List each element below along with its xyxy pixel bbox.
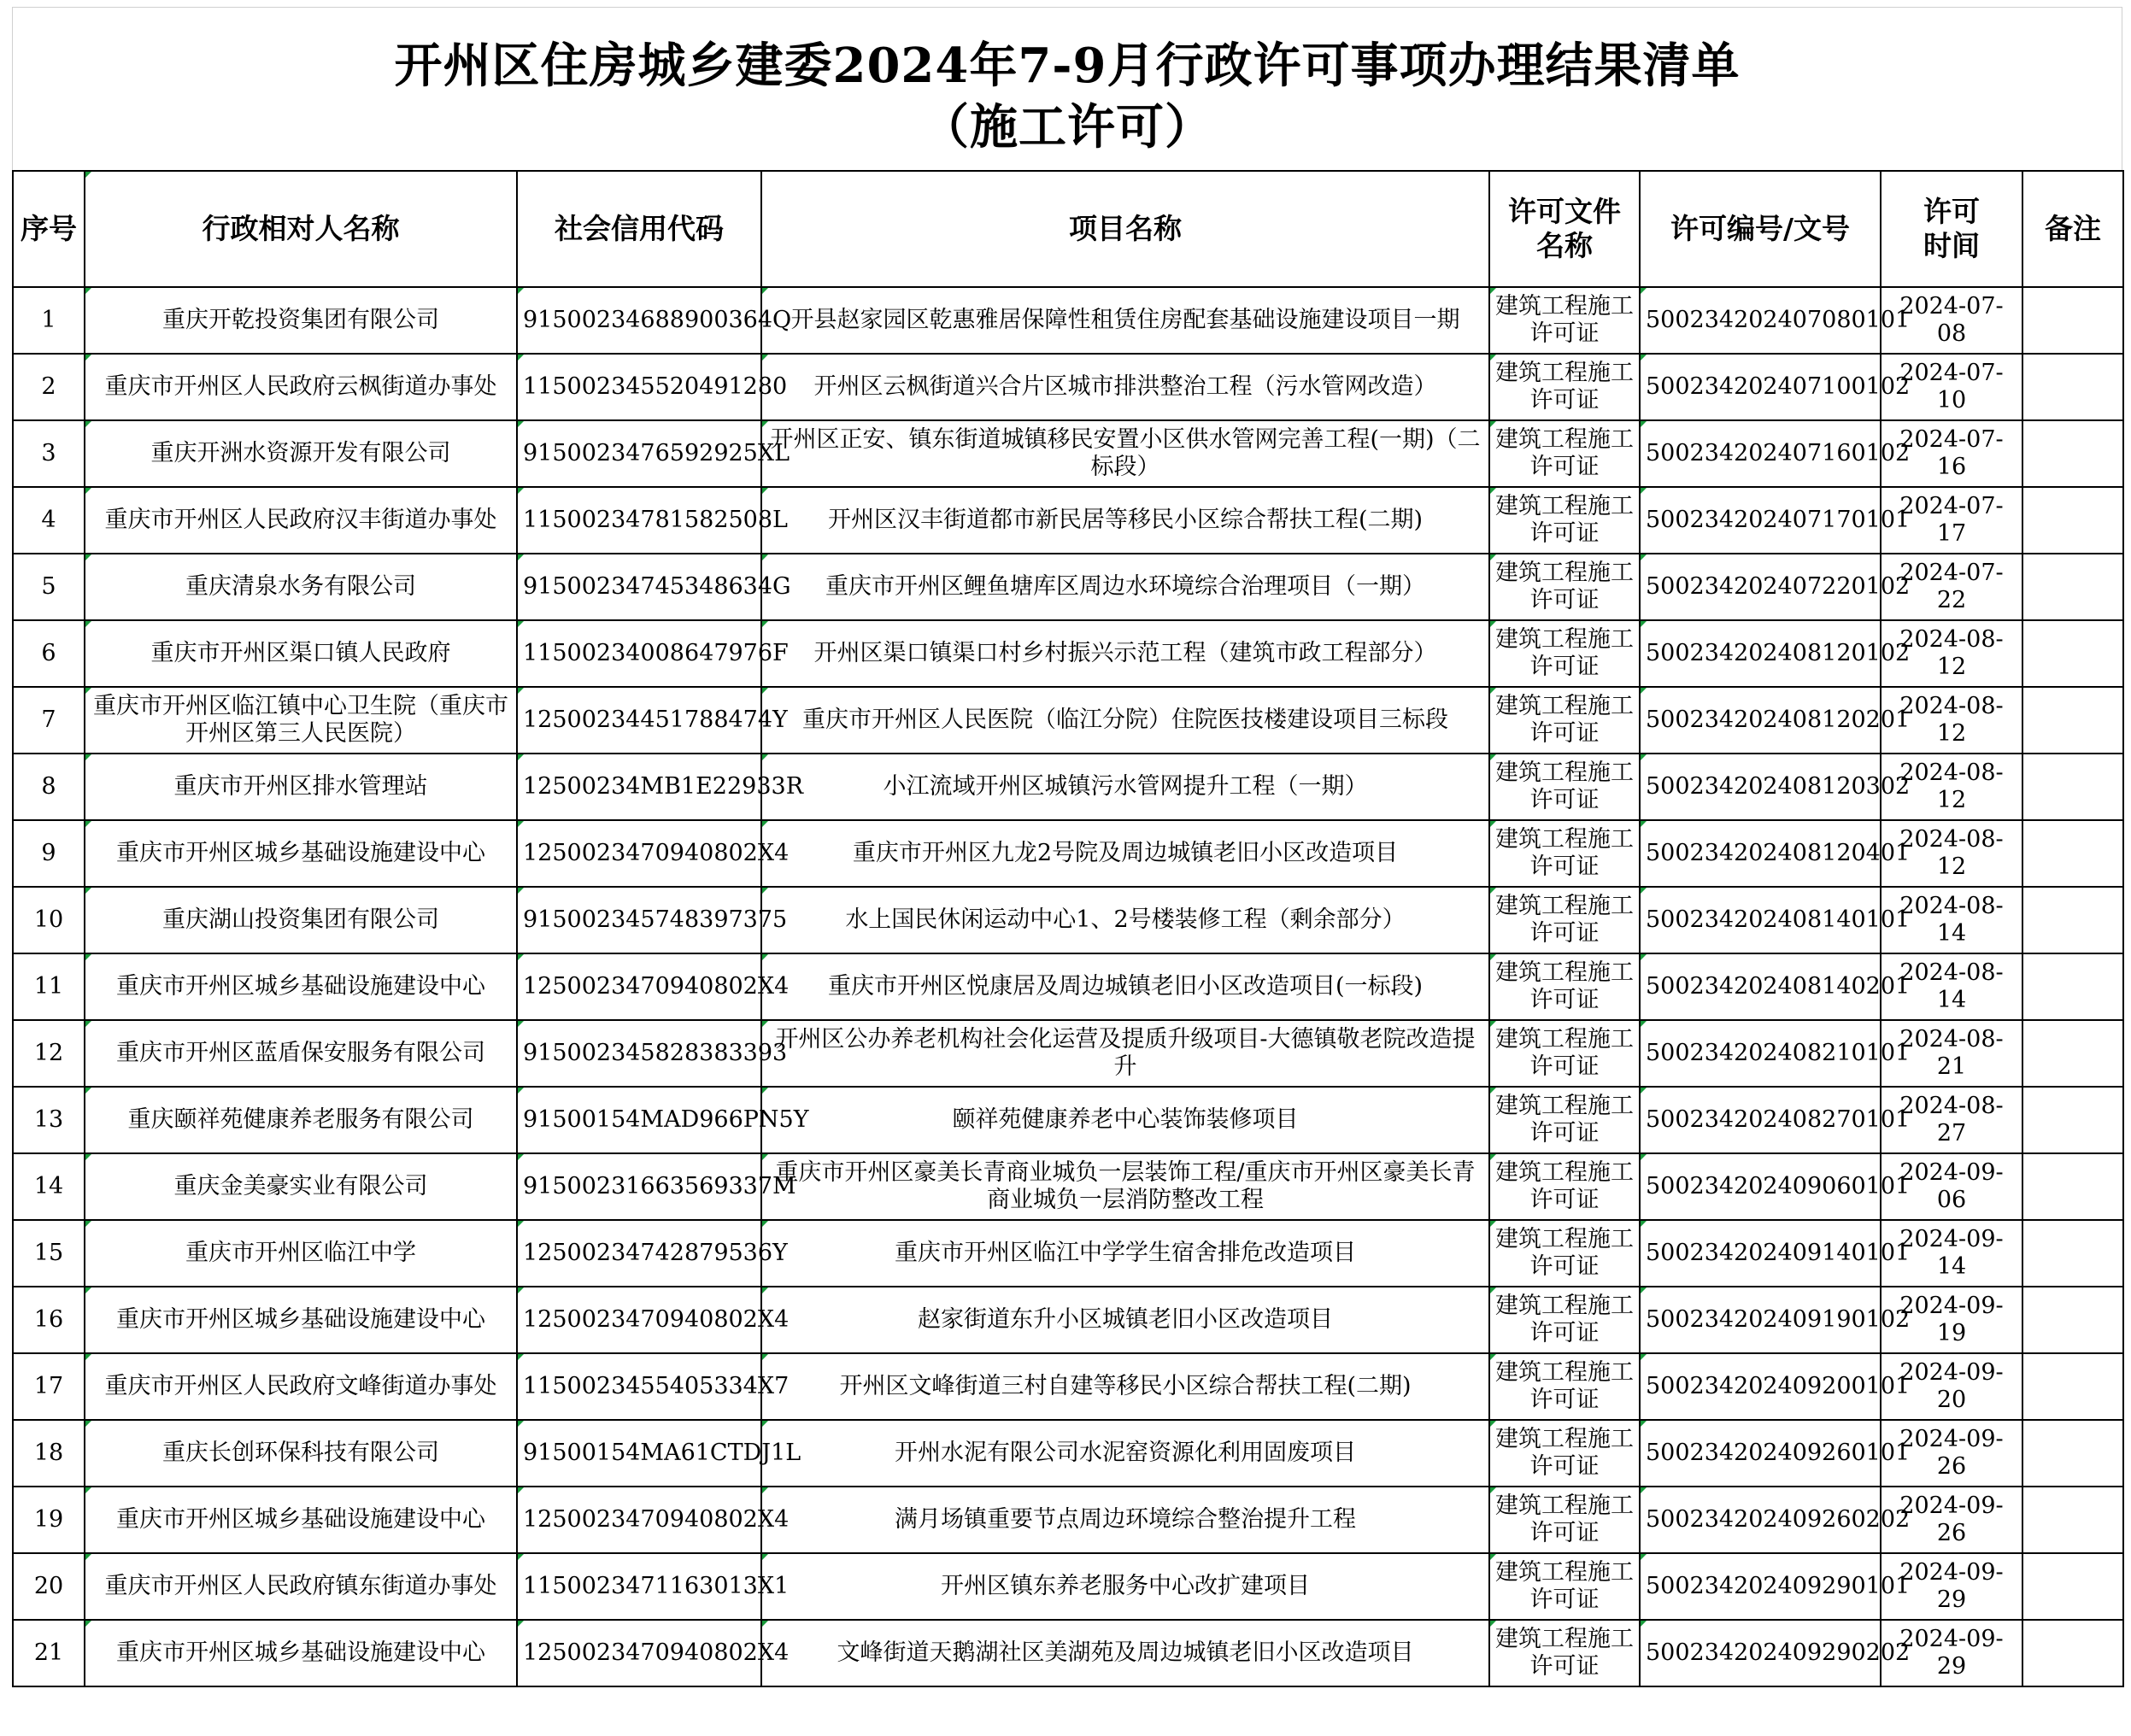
cell-name[interactable]: 重庆湖山投资集团有限公司 [85,887,517,953]
cell-seq[interactable]: 18 [13,1420,85,1487]
cell-doc-line2: 许可证 [1529,720,1600,747]
cell-code[interactable]: 91500234688900364Q [517,287,761,354]
cell-doc-name[interactable] [1489,287,1640,354]
cell-project[interactable]: 水上国民休闲运动中心1、2号楼装修工程（剩余部分） [761,887,1489,953]
cell-date[interactable]: 2024-08-12 [1881,620,2022,687]
cell-seq[interactable]: 2 [13,354,85,420]
cell-remark[interactable] [2022,1220,2123,1287]
cell-number[interactable]: 500234202409140101 [1640,1220,1881,1287]
cell-seq[interactable]: 14 [13,1153,85,1220]
cell-doc-line1: 建筑工程施工 [1495,1093,1634,1119]
cell-project[interactable]: 小江流域开州区城镇污水管网提升工程（一期） [761,754,1489,820]
cell-doc-line2: 许可证 [1529,787,1600,813]
cell-doc-line1: 建筑工程施工 [1495,626,1634,653]
cell-remark[interactable] [2022,754,2123,820]
cell-doc-name[interactable] [1489,487,1640,554]
cell-number[interactable]: 500234202408210101 [1640,1020,1881,1087]
cell-seq[interactable]: 9 [13,820,85,887]
cell-name[interactable]: 重庆市开州区临江中学 [85,1220,517,1287]
cell-date[interactable]: 2024-08-12 [1881,687,2022,754]
cell-remark[interactable] [2022,1420,2123,1487]
cell-doc-line1: 建筑工程施工 [1495,1626,1634,1652]
cell-name[interactable]: 重庆市开州区人民政府云枫街道办事处 [85,354,517,420]
cell-doc-line2: 许可证 [1529,1653,1600,1680]
cell-remark[interactable] [2022,887,2123,953]
cell-doc-line1: 建筑工程施工 [1495,893,1634,919]
cell-code[interactable]: 12500234451788474Y [517,687,761,754]
cell-remark[interactable] [2022,1153,2123,1220]
cell-name[interactable]: 重庆颐祥苑健康养老服务有限公司 [85,1087,517,1153]
cell-name[interactable]: 重庆清泉水务有限公司 [85,554,517,620]
cell-number[interactable]: 500234202408120102 [1640,620,1881,687]
cell-doc-name[interactable] [1489,1020,1640,1087]
cell-project[interactable]: 颐祥苑健康养老中心装饰装修项目 [761,1087,1489,1153]
page-subtitle: （施工许可） [921,99,1213,155]
cell-doc-line2: 许可证 [1529,1520,1600,1546]
cell-doc-line2: 许可证 [1529,1053,1600,1080]
cell-doc-line1: 建筑工程施工 [1495,360,1634,386]
table-row [13,1220,2123,1287]
cell-doc-line2: 许可证 [1529,1320,1600,1346]
cell-code[interactable]: 11500234008647976F [517,620,761,687]
cell-name[interactable]: 重庆市开州区城乡基础设施建设中心 [85,1287,517,1353]
cell-doc-name[interactable] [1489,420,1640,487]
cell-date[interactable]: 2024-09-19 [1881,1287,2022,1353]
cell-number[interactable]: 500234202408120401 [1640,820,1881,887]
cell-code[interactable]: 12500234742879536Y [517,1220,761,1287]
table-row [13,1020,2123,1087]
table-row [13,820,2123,887]
cell-remark[interactable] [2022,953,2123,1020]
cell-doc-name[interactable] [1489,687,1640,754]
table-row [13,420,2123,487]
cell-date[interactable]: 2024-08-27 [1881,1087,2022,1153]
header-project: 项目名称 [761,171,1489,287]
cell-seq[interactable]: 4 [13,487,85,554]
cell-number[interactable]: 500234202409200101 [1640,1353,1881,1420]
cell-doc-line2: 许可证 [1529,654,1600,680]
cell-number[interactable]: 500234202408140201 [1640,953,1881,1020]
cell-doc-line1: 建筑工程施工 [1495,426,1634,453]
cell-doc-line1: 建筑工程施工 [1495,493,1634,519]
cell-remark[interactable] [2022,620,2123,687]
cell-remark[interactable] [2022,820,2123,887]
cell-doc-line2: 许可证 [1529,1586,1600,1613]
cell-code[interactable]: 12500234MB1E22933R [517,754,761,820]
table-row [13,487,2123,554]
cell-seq[interactable]: 15 [13,1220,85,1287]
cell-seq[interactable]: 11 [13,953,85,1020]
cell-number[interactable]: 500234202409260202 [1640,1487,1881,1553]
header-doc-line2: 名称 [1536,229,1593,262]
cell-remark[interactable] [2022,420,2123,487]
cell-number[interactable]: 500234202409290101 [1640,1553,1881,1620]
table-row [13,620,2123,687]
cell-code[interactable]: 91500154MA61CTDJ1L [517,1420,761,1487]
cell-date[interactable]: 2024-09-06 [1881,1153,2022,1220]
cell-code[interactable]: 91500234745348634G [517,554,761,620]
cell-number[interactable]: 500234202407170101 [1640,487,1881,554]
cell-name[interactable]: 重庆开乾投资集团有限公司 [85,287,517,354]
table-row [13,687,2123,754]
cell-doc-name[interactable] [1489,354,1640,420]
cell-doc-line2: 许可证 [1529,520,1600,547]
cell-remark[interactable] [2022,1353,2123,1420]
table-row [13,354,2123,420]
cell-seq[interactable]: 7 [13,687,85,754]
cell-number[interactable]: 500234202408120201 [1640,687,1881,754]
cell-seq[interactable]: 19 [13,1487,85,1553]
cell-name[interactable]: 重庆市开州区人民政府镇东街道办事处 [85,1553,517,1620]
cell-number[interactable]: 500234202407220102 [1640,554,1881,620]
cell-doc-line2: 许可证 [1529,587,1600,613]
cell-code[interactable]: 915002345828383393 [517,1020,761,1087]
cell-doc-line1: 建筑工程施工 [1495,1026,1634,1053]
cell-date[interactable]: 2024-09-29 [1881,1620,2022,1686]
cell-code[interactable]: 1250023470940802X4 [517,820,761,887]
cell-code[interactable]: 1250023470940802X4 [517,1287,761,1353]
cell-doc-line1: 建筑工程施工 [1495,1359,1634,1386]
cell-project[interactable]: 重庆市开州区人民医院（临江分院）住院医技楼建设项目三标段 [761,687,1489,754]
cell-name[interactable]: 重庆市开州区城乡基础设施建设中心 [85,820,517,887]
cell-project[interactable]: 文峰街道天鹅湖社区美湖苑及周边城镇老旧小区改造项目 [761,1620,1489,1686]
cell-seq[interactable]: 10 [13,887,85,953]
cell-project[interactable]: 重庆市开州区临江中学学生宿舍排危改造项目 [761,1220,1489,1287]
header-time [1881,171,2022,287]
cell-name[interactable]: 重庆市开州区人民政府文峰街道办事处 [85,1353,517,1420]
cell-doc-name[interactable] [1489,1287,1640,1353]
cell-project[interactable]: 重庆市开州区悦康居及周边城镇老旧小区改造项目(一标段) [761,953,1489,1020]
cell-name[interactable]: 重庆市开州区人民政府汉丰街道办事处 [85,487,517,554]
cell-number[interactable]: 500234202407100102 [1640,354,1881,420]
cell-doc-line1: 建筑工程施工 [1495,1159,1634,1186]
cell-number[interactable]: 500234202408270101 [1640,1087,1881,1153]
cell-seq[interactable]: 1 [13,287,85,354]
table-row [13,1153,2123,1220]
cell-seq[interactable]: 21 [13,1620,85,1686]
cell-doc-line1: 建筑工程施工 [1495,693,1634,719]
cell-date[interactable]: 2024-07-16 [1881,420,2022,487]
cell-doc-line2: 许可证 [1529,1453,1600,1480]
cell-name[interactable]: 重庆市开州区排水管理站 [85,754,517,820]
cell-doc-name[interactable] [1489,1353,1640,1420]
table-row [13,1353,2123,1420]
cell-doc-line1: 建筑工程施工 [1495,959,1634,986]
cell-doc-name[interactable] [1489,554,1640,620]
header-doc-line1: 许可文件 [1508,195,1621,228]
cell-project[interactable]: 开州区正安、镇东街道城镇移民安置小区供水管网完善工程(一期)（二标段） [761,420,1489,487]
cell-seq[interactable]: 16 [13,1287,85,1353]
cell-project[interactable]: 赵家街道东升小区城镇老旧小区改造项目 [761,1287,1489,1353]
cell-doc-line2: 许可证 [1529,1120,1600,1147]
cell-date[interactable]: 2024-08-12 [1881,820,2022,887]
cell-code[interactable]: 91500231663569337M [517,1153,761,1220]
cell-number[interactable]: 500234202409290202 [1640,1620,1881,1686]
cell-doc-name[interactable] [1489,1087,1640,1153]
cell-code[interactable]: 1250023470940802X4 [517,1487,761,1553]
cell-date[interactable]: 2024-08-14 [1881,953,2022,1020]
cell-doc-line2: 许可证 [1529,454,1600,480]
cell-date[interactable]: 2024-07-10 [1881,354,2022,420]
table-row [13,1087,2123,1153]
table-row [13,287,2123,354]
cell-seq[interactable]: 20 [13,1553,85,1620]
cell-doc-line2: 许可证 [1529,1187,1600,1213]
cell-doc-line2: 许可证 [1529,320,1600,347]
cell-remark[interactable] [2022,687,2123,754]
cell-project[interactable]: 重庆市开州区九龙2号院及周边城镇老旧小区改造项目 [761,820,1489,887]
cell-name[interactable]: 重庆市开州区城乡基础设施建设中心 [85,1620,517,1686]
cell-name[interactable]: 重庆市开州区临江镇中心卫生院（重庆市开州区第三人民医院） [85,687,517,754]
cell-remark[interactable] [2022,487,2123,554]
table-body [13,287,2123,1686]
cell-date[interactable]: 2024-07-17 [1881,487,2022,554]
cell-doc-name[interactable] [1489,953,1640,1020]
cell-remark[interactable] [2022,354,2123,420]
cell-code[interactable]: 9150023476592925XL [517,420,761,487]
cell-name[interactable]: 重庆市开州区城乡基础设施建设中心 [85,953,517,1020]
header-remark: 备注 [2022,171,2123,287]
cell-project[interactable]: 开州区云枫街道兴合片区城市排洪整治工程（污水管网改造） [761,354,1489,420]
cell-doc-name[interactable] [1489,1220,1640,1287]
cell-remark[interactable] [2022,1620,2123,1686]
cell-project[interactable]: 开州水泥有限公司水泥窑资源化利用固废项目 [761,1420,1489,1487]
cell-doc-line1: 建筑工程施工 [1495,1559,1634,1586]
header-code: 社会信用代码 [517,171,761,287]
cell-doc-line2: 许可证 [1529,387,1600,413]
cell-doc-line1: 建筑工程施工 [1495,760,1634,786]
cell-doc-line1: 建筑工程施工 [1495,1426,1634,1452]
cell-remark[interactable] [2022,1553,2123,1620]
cell-remark[interactable] [2022,287,2123,354]
cell-project[interactable]: 开州区渠口镇渠口村乡村振兴示范工程（建筑市政工程部分） [761,620,1489,687]
table-row [13,1620,2123,1686]
cell-date[interactable]: 2024-08-21 [1881,1020,2022,1087]
cell-name[interactable]: 重庆市开州区渠口镇人民政府 [85,620,517,687]
cell-seq[interactable]: 13 [13,1087,85,1153]
cell-name[interactable]: 重庆市开州区蓝盾保安服务有限公司 [85,1020,517,1087]
cell-doc-name[interactable] [1489,1153,1640,1220]
cell-seq[interactable]: 6 [13,620,85,687]
header-number: 许可编号/文号 [1640,171,1881,287]
cell-number[interactable]: 500234202407160102 [1640,420,1881,487]
cell-remark[interactable] [2022,1020,2123,1087]
cell-date[interactable]: 2024-09-29 [1881,1553,2022,1620]
cell-doc-line2: 许可证 [1529,853,1600,880]
table-row [13,887,2123,953]
cell-project[interactable]: 开州区文峰街道三村自建等移民小区综合帮扶工程(二期) [761,1353,1489,1420]
cell-seq[interactable]: 17 [13,1353,85,1420]
cell-date[interactable]: 2024-08-12 [1881,754,2022,820]
cell-name[interactable]: 重庆长创环保科技有限公司 [85,1420,517,1487]
cell-name[interactable]: 重庆市开州区城乡基础设施建设中心 [85,1487,517,1553]
header-time-line1: 许可 [1923,195,1980,228]
table-row [13,1287,2123,1353]
page-title: 开州区住房城乡建委2024年7-9月行政许可事项办理结果清单 [394,38,1741,94]
cell-date[interactable]: 2024-07-22 [1881,554,2022,620]
cell-name[interactable]: 重庆开洲水资源开发有限公司 [85,420,517,487]
cell-doc-line1: 建筑工程施工 [1495,560,1634,586]
table-row [13,554,2123,620]
header-doc [1489,171,1640,287]
cell-doc-line1: 建筑工程施工 [1495,1293,1634,1319]
header-name: 行政相对人名称 [85,171,517,287]
cell-name[interactable]: 重庆金美豪实业有限公司 [85,1153,517,1220]
cell-seq[interactable]: 5 [13,554,85,620]
permit-results-table [12,170,2124,1687]
cell-date[interactable]: 2024-08-14 [1881,887,2022,953]
cell-code[interactable]: 1250023470940802X4 [517,1620,761,1686]
cell-doc-line1: 建筑工程施工 [1495,1226,1634,1252]
cell-date[interactable]: 2024-09-14 [1881,1220,2022,1287]
cell-project[interactable]: 满月场镇重要节点周边环境综合整治提升工程 [761,1487,1489,1553]
cell-code[interactable]: 1250023470940802X4 [517,953,761,1020]
cell-date[interactable]: 2024-09-20 [1881,1353,2022,1420]
cell-project[interactable]: 重庆市开州区豪美长青商业城负一层装饰工程/重庆市开州区豪美长青商业城负一层消防整改工程 [761,1153,1489,1220]
cell-project[interactable]: 重庆市开州区鲤鱼塘库区周边水环境综合治理项目（一期） [761,554,1489,620]
title-block [12,7,2122,170]
cell-doc-name[interactable] [1489,620,1640,687]
cell-number[interactable]: 500234202409190102 [1640,1287,1881,1353]
table-row [13,1553,2123,1620]
header-row [13,171,2123,287]
cell-doc-name[interactable] [1489,887,1640,953]
cell-code[interactable]: 115002345520491280 [517,354,761,420]
cell-doc-name[interactable] [1489,1487,1640,1553]
table-row [13,953,2123,1020]
cell-number[interactable]: 500234202407080101 [1640,287,1881,354]
table-row [13,754,2123,820]
cell-code[interactable]: 91500154MAD966PN5Y [517,1087,761,1153]
cell-code[interactable]: 1150023471163013X1 [517,1553,761,1620]
cell-doc-line1: 建筑工程施工 [1495,1493,1634,1519]
cell-doc-name[interactable] [1489,1420,1640,1487]
cell-remark[interactable] [2022,1087,2123,1153]
cell-number[interactable]: 500234202408140101 [1640,887,1881,953]
cell-date[interactable]: 2024-07-08 [1881,287,2022,354]
cell-project[interactable]: 开州区公办养老机构社会化运营及提质升级项目-大德镇敬老院改造提升 [761,1020,1489,1087]
cell-doc-line2: 许可证 [1529,987,1600,1013]
header-time-line2: 时间 [1923,229,1980,262]
table-row [13,1420,2123,1487]
cell-project[interactable]: 开州区镇东养老服务中心改扩建项目 [761,1553,1489,1620]
cell-doc-name[interactable] [1489,1553,1640,1620]
header-seq: 序号 [13,171,85,287]
cell-doc-name[interactable] [1489,820,1640,887]
cell-number[interactable]: 500234202409260101 [1640,1420,1881,1487]
cell-number[interactable]: 500234202409060101 [1640,1153,1881,1220]
cell-date[interactable]: 2024-09-26 [1881,1487,2022,1553]
cell-project[interactable]: 开州区汉丰街道都市新民居等移民小区综合帮扶工程(二期) [761,487,1489,554]
cell-doc-name[interactable] [1489,1620,1640,1686]
cell-doc-line1: 建筑工程施工 [1495,826,1634,853]
cell-doc-name[interactable] [1489,754,1640,820]
cell-number[interactable]: 500234202408120302 [1640,754,1881,820]
cell-doc-line1: 建筑工程施工 [1495,293,1634,320]
cell-code[interactable]: 915002345748397375 [517,887,761,953]
cell-code[interactable]: 11500234781582508L [517,487,761,554]
cell-remark[interactable] [2022,1287,2123,1353]
cell-date[interactable]: 2024-09-26 [1881,1420,2022,1487]
spreadsheet-sheet [12,7,2122,1729]
cell-doc-line2: 许可证 [1529,920,1600,947]
cell-seq[interactable]: 12 [13,1020,85,1087]
cell-doc-line2: 许可证 [1529,1387,1600,1413]
cell-seq[interactable]: 8 [13,754,85,820]
cell-remark[interactable] [2022,1487,2123,1553]
cell-doc-line2: 许可证 [1529,1253,1600,1280]
cell-project[interactable]: 开县赵家园区乾惠雅居保障性租赁住房配套基础设施建设项目一期 [761,287,1489,354]
cell-seq[interactable]: 3 [13,420,85,487]
table-row [13,1487,2123,1553]
cell-code[interactable]: 1150023455405334X7 [517,1353,761,1420]
cell-remark[interactable] [2022,554,2123,620]
